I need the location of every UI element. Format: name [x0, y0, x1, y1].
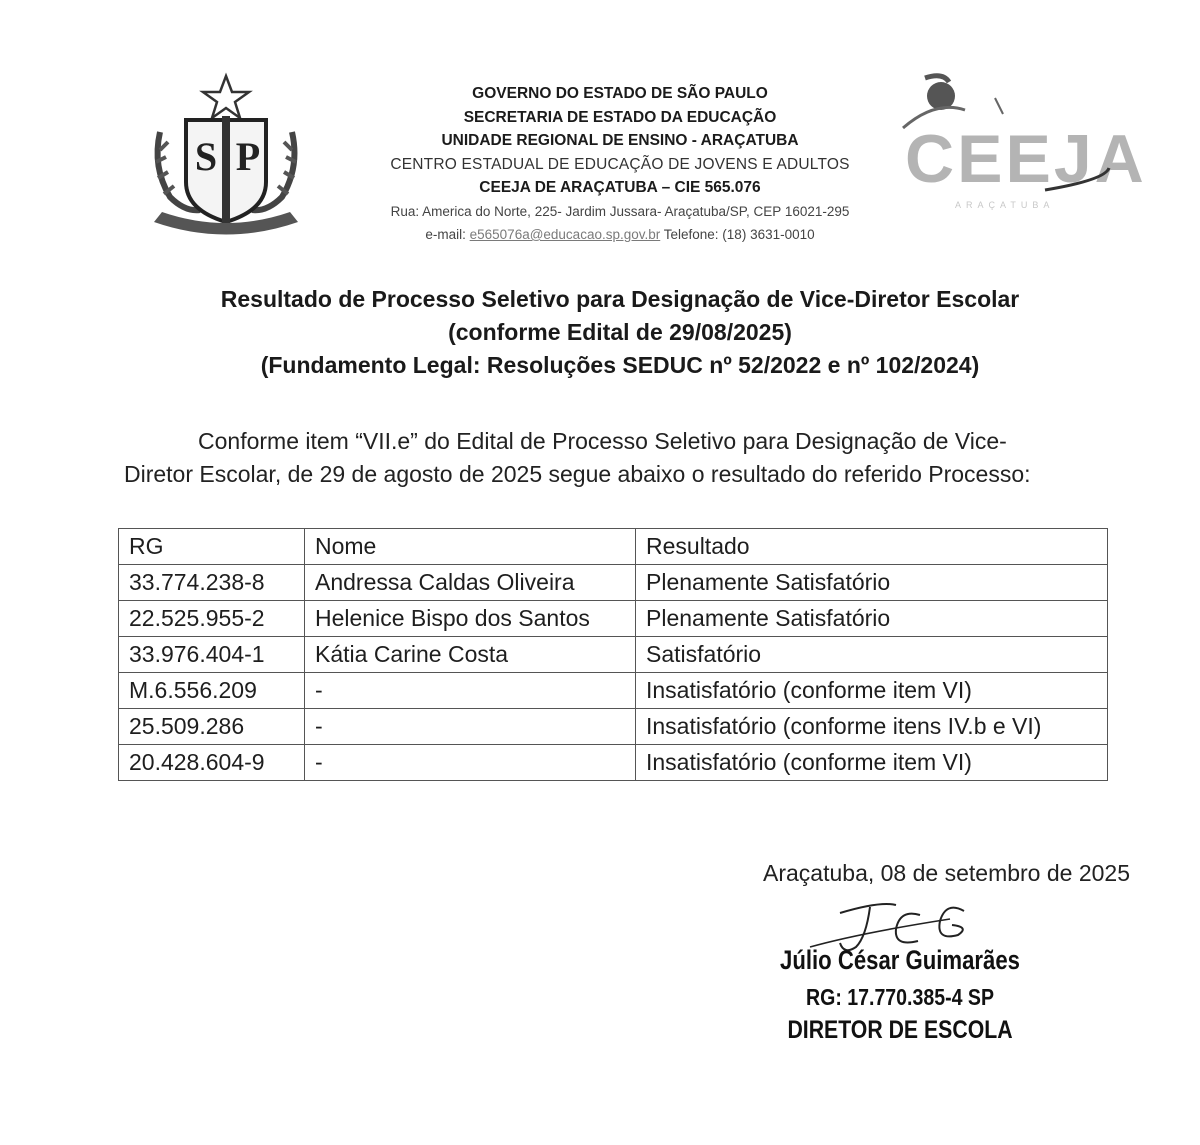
header-regional-unit: UNIDADE REGIONAL DE ENSINO - ARAÇATUBA: [441, 132, 799, 149]
cell-rg: 22.525.955-2: [119, 601, 305, 637]
table-header-row: [119, 529, 1108, 565]
cell-nome: Andressa Caldas Oliveira: [305, 565, 636, 601]
cell-nome: -: [305, 709, 636, 745]
header-secretariat: SECRETARIA DE ESTADO DA EDUCAÇÃO: [463, 108, 777, 126]
header-contact: [330, 223, 910, 247]
table-row: [119, 565, 1108, 601]
table-row: [119, 601, 1108, 637]
cell-nome: -: [305, 673, 636, 709]
cell-nome: Kátia Carine Costa: [305, 637, 636, 673]
cell-resultado: Insatisfatório (conforme itens IV.b e VI): [636, 709, 1108, 745]
cell-rg: 33.976.404-1: [119, 637, 305, 673]
signatory-rg: RG: 17.770.385-4 SP: [805, 984, 995, 1010]
email-link[interactable]: e565076a@educacao.sp.gov.br: [469, 227, 661, 242]
seal-p-letter: P: [235, 134, 261, 179]
seal-s-letter: S: [194, 134, 218, 179]
header-address: Rua: America do Norte, 225- Jardim Jussara- Araçatuba/SP, CEP 16021-295: [390, 203, 850, 219]
cell-resultado: Plenamente Satisfatório: [636, 601, 1108, 637]
ceeja-logo-subtext: ARAÇATUBA: [955, 200, 1055, 210]
column-header-nome: Nome: [305, 529, 636, 565]
title-line-1: Resultado de Processo Seletivo para Designação de Vice-Diretor Escolar: [220, 286, 1020, 312]
document-title: [150, 283, 1090, 382]
institution-header: [330, 82, 910, 247]
table-row: [119, 745, 1108, 781]
cell-resultado: Insatisfatório (conforme item VI): [636, 745, 1108, 781]
intro-line-1: Conforme item “VII.e” do Edital de Processo Seletivo para Designação de Vice-: [198, 428, 1007, 454]
intro-paragraph: [124, 425, 1130, 491]
intro-line-2: Diretor Escolar, de 29 de agosto de 2025 segue abaixo o resultado do referido Processo:: [124, 461, 1031, 487]
sp-coat-of-arms-icon: [150, 72, 302, 242]
signatory-role: DIRETOR DE ESCOLA: [787, 1016, 1013, 1044]
cell-resultado: Plenamente Satisfatório: [636, 565, 1108, 601]
signatory-name: Júlio César Guimarães: [780, 945, 1020, 975]
ceeja-logo-icon: [895, 70, 1147, 215]
cell-resultado: Satisfatório: [636, 637, 1108, 673]
table-row: [119, 673, 1108, 709]
cell-resultado: Insatisfatório (conforme item VI): [636, 673, 1108, 709]
ceeja-logo-text: CEEJA: [905, 121, 1147, 197]
table-row: [119, 637, 1108, 673]
cell-rg: 20.428.604-9: [119, 745, 305, 781]
cell-rg: 25.509.286: [119, 709, 305, 745]
phone-text: Telefone: (18) 3631-0010: [663, 227, 815, 242]
cell-rg: M.6.556.209: [119, 673, 305, 709]
header-government: GOVERNO DO ESTADO DE SÃO PAULO: [472, 85, 768, 102]
title-line-3: (Fundamento Legal: Resoluções SEDUC nº 52/2022 e nº 102/2024): [260, 352, 980, 378]
header-school: CEEJA DE ARAÇATUBA – CIE 565.076: [479, 179, 761, 196]
cell-rg: 33.774.238-8: [119, 565, 305, 601]
email-label: e-mail:: [425, 227, 466, 242]
column-header-resultado: Resultado: [636, 529, 1108, 565]
table-row: [119, 709, 1108, 745]
cell-nome: -: [305, 745, 636, 781]
results-table: [118, 528, 1108, 781]
header-center: CENTRO ESTADUAL DE EDUCAÇÃO DE JOVENS E ADULTOS: [390, 155, 850, 173]
cell-nome: Helenice Bispo dos Santos: [305, 601, 636, 637]
place-and-date: Araçatuba, 08 de setembro de 2025: [763, 860, 1130, 886]
title-line-2: (conforme Edital de 29/08/2025): [448, 319, 792, 345]
signature-block: [740, 940, 1060, 1046]
column-header-rg: RG: [119, 529, 305, 565]
